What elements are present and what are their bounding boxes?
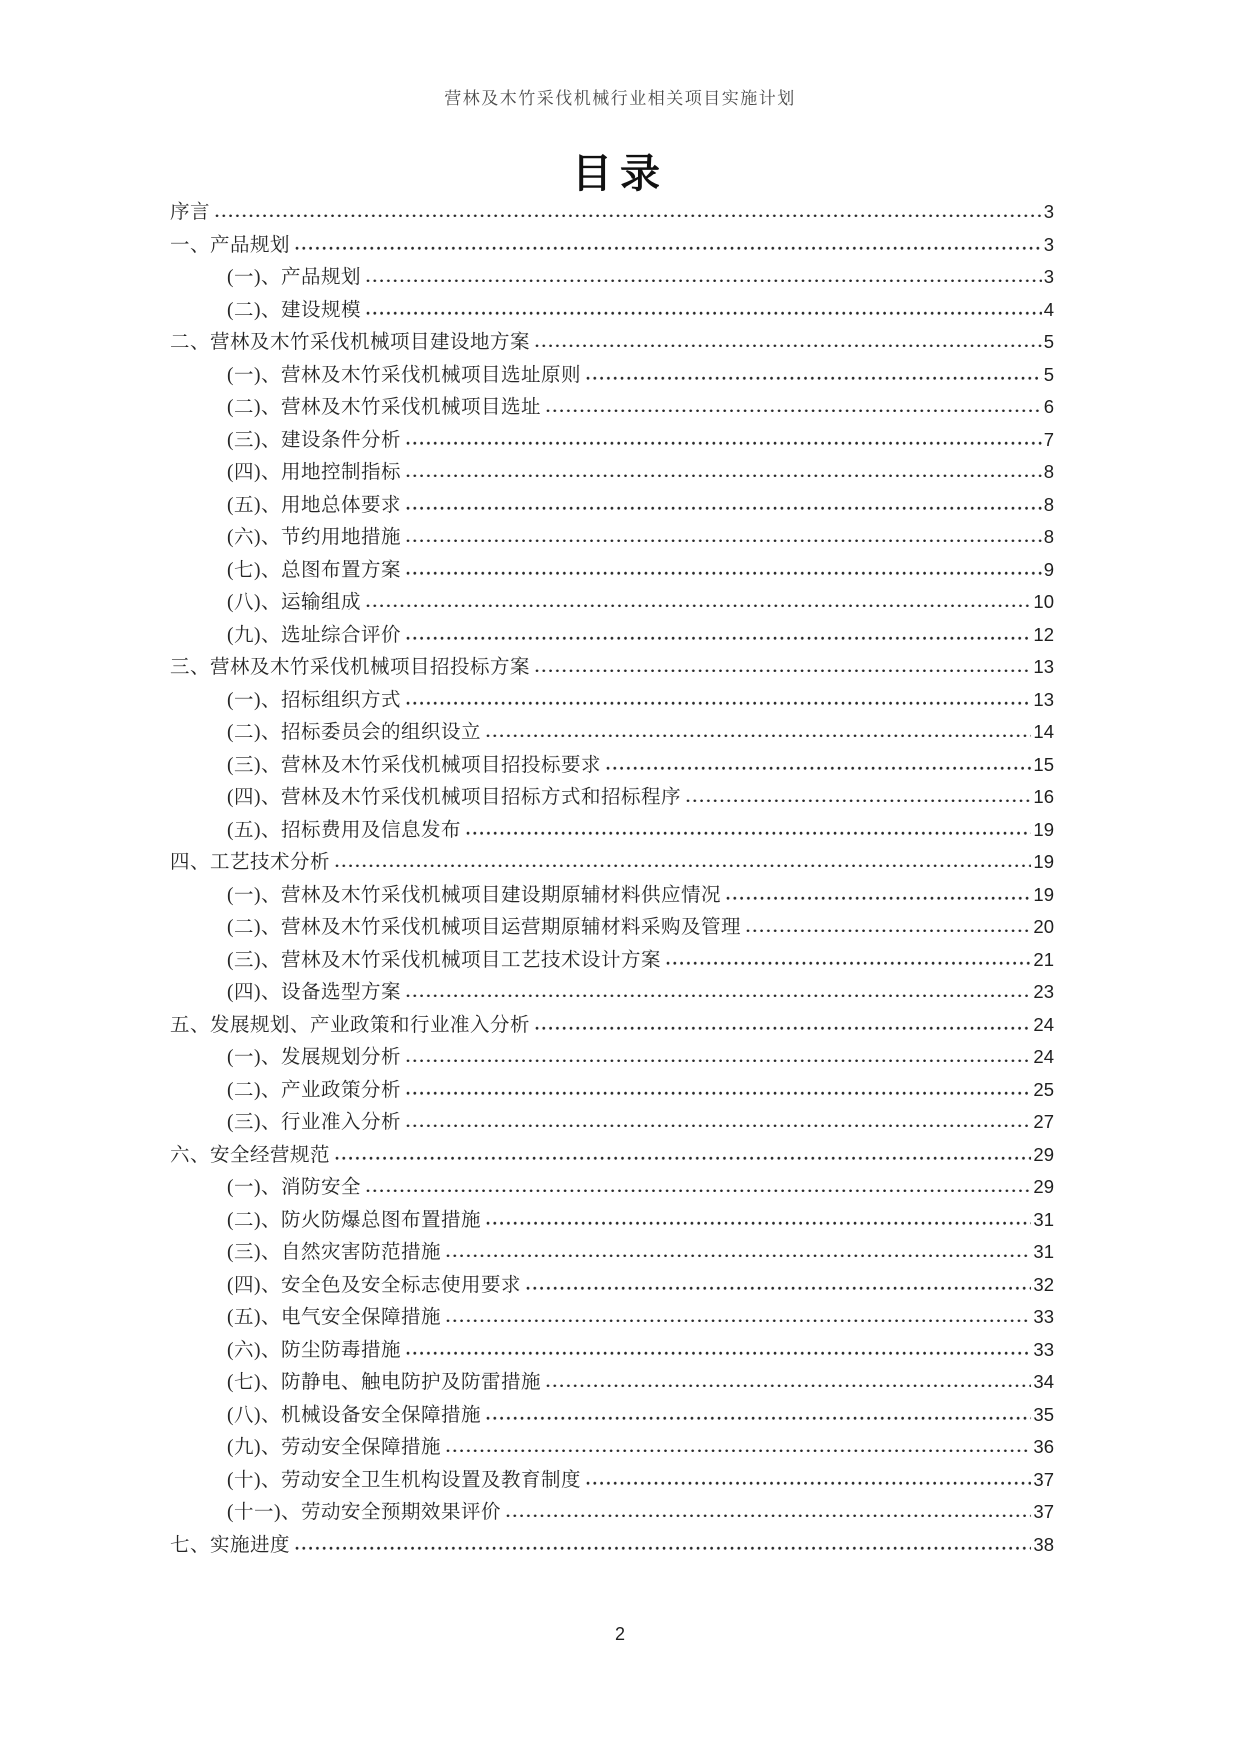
toc-entry[interactable]: [170, 879, 1054, 912]
toc-entry[interactable]: [170, 781, 1054, 814]
toc-entry-label: (四)、用地控制指标: [227, 462, 401, 483]
toc-entry-label: (八)、运输组成: [227, 592, 361, 613]
toc-leader-dots: [586, 376, 1042, 381]
toc-page-number: 37: [1033, 1468, 1054, 1490]
toc-entry[interactable]: [170, 1041, 1054, 1074]
toc-leader-dots: [446, 1318, 1031, 1323]
toc-leader-dots: [215, 213, 1042, 218]
toc-entry-label: (七)、防静电、触电防护及防雷措施: [227, 1372, 541, 1393]
toc-entry-label: 五、发展规划、产业政策和行业准入分析: [170, 1014, 531, 1036]
toc-entry-label: (四)、安全色及安全标志使用要求: [227, 1274, 521, 1296]
toc-entry-label: (二)、营林及木竹采伐机械项目运营期原辅材料采购及管理: [227, 917, 741, 938]
toc-entry[interactable]: [170, 1106, 1054, 1139]
toc-entry-label: (一)、营林及木竹采伐机械项目选址原则: [227, 364, 581, 386]
toc-entry-label: 二、营林及木竹采伐机械项目建设地方案: [170, 332, 531, 353]
toc-entry-label: (二)、营林及木竹采伐机械项目选址: [227, 397, 541, 418]
toc-title: 目录: [572, 151, 668, 196]
toc-page-number: 37: [1033, 1501, 1054, 1522]
toc-page-number: 7: [1043, 428, 1054, 450]
toc-entry[interactable]: [170, 1431, 1054, 1464]
toc-page-number: 6: [1043, 396, 1054, 417]
toc-leader-dots: [295, 246, 1042, 251]
toc-entry-label: 三、营林及木竹采伐机械项目招投标方案: [170, 657, 531, 678]
toc-page-number: 23: [1033, 981, 1054, 1002]
toc-entry-label: (七)、总图布置方案: [227, 559, 401, 581]
toc-leader-dots: [406, 1058, 1031, 1063]
toc-entry[interactable]: [170, 489, 1054, 522]
toc-entry[interactable]: [170, 391, 1054, 424]
toc-leader-dots: [746, 928, 1031, 933]
toc-leader-dots: [366, 603, 1031, 608]
toc-page-number: 3: [1043, 201, 1054, 222]
toc-leader-dots: [446, 1448, 1031, 1453]
toc-entry[interactable]: [170, 1496, 1054, 1529]
toc-entry[interactable]: [170, 359, 1054, 392]
toc-page-number: 13: [1033, 656, 1054, 677]
toc-entry[interactable]: [170, 1529, 1054, 1562]
toc-entry-label: (三)、建设条件分析: [227, 429, 401, 451]
toc-entry[interactable]: [170, 554, 1054, 587]
toc-entry-label: (一)、产品规划: [227, 267, 361, 288]
toc-leader-dots: [406, 1351, 1031, 1356]
toc-leader-dots: [546, 408, 1042, 413]
toc-entry[interactable]: [170, 619, 1054, 652]
toc-page-number: 19: [1033, 851, 1054, 872]
toc-leader-dots: [406, 993, 1031, 998]
toc-entry[interactable]: [170, 424, 1054, 457]
toc-entry-label: 七、实施进度: [170, 1534, 291, 1556]
toc-entry-label: (二)、防火防爆总图布置措施: [227, 1209, 481, 1231]
toc-leader-dots: [666, 961, 1031, 966]
toc-entry[interactable]: [170, 651, 1054, 684]
toc-leader-dots: [506, 1513, 1031, 1518]
toc-entry[interactable]: [170, 1171, 1054, 1204]
toc-entry-label: 四、工艺技术分析: [170, 852, 331, 873]
toc-leader-dots: [486, 733, 1031, 738]
toc-leader-dots: [686, 798, 1031, 803]
toc-entry[interactable]: [170, 976, 1054, 1009]
toc-entry-label: (五)、用地总体要求: [227, 494, 401, 516]
toc-leader-dots: [466, 831, 1031, 836]
toc-entry[interactable]: [170, 1399, 1054, 1432]
toc-entry-label: (三)、自然灾害防范措施: [227, 1242, 441, 1263]
toc-leader-dots: [486, 1416, 1031, 1421]
toc-entry-label: (九)、劳动安全保障措施: [227, 1437, 441, 1458]
toc-leader-dots: [446, 1253, 1031, 1258]
toc-entry[interactable]: [170, 1366, 1054, 1399]
toc-entry-label: (三)、营林及木竹采伐机械项目招投标要求: [227, 754, 601, 776]
toc-entry-label: (三)、行业准入分析: [227, 1112, 401, 1133]
toc-page-number: 5: [1043, 331, 1054, 352]
toc-entry-label: 序言: [170, 202, 211, 223]
toc-entry[interactable]: [170, 1204, 1054, 1237]
toc-leader-dots: [335, 1156, 1031, 1161]
toc-page-number: 4: [1043, 298, 1054, 320]
toc-page-number: 31: [1033, 1241, 1054, 1262]
toc-page-number: 20: [1033, 916, 1054, 937]
toc-leader-dots: [366, 311, 1042, 316]
toc-entry-label: (十一)、劳动安全预期效果评价: [227, 1502, 501, 1523]
toc-leader-dots: [486, 1221, 1031, 1226]
toc-entry-label: (十)、劳动安全卫生机构设置及教育制度: [227, 1469, 581, 1491]
toc-entry[interactable]: [170, 1464, 1054, 1497]
toc-leader-dots: [406, 701, 1031, 706]
toc-entry[interactable]: [170, 294, 1054, 327]
toc-entry[interactable]: [170, 586, 1054, 619]
toc-entry-label: (六)、节约用地措施: [227, 527, 401, 548]
toc-entry[interactable]: [170, 1139, 1054, 1172]
toc-entry[interactable]: [170, 1334, 1054, 1367]
toc-page-number: 5: [1043, 363, 1054, 385]
toc-leader-dots: [586, 1481, 1031, 1486]
toc-leader-dots: [295, 1546, 1031, 1551]
toc-entry-label: (一)、招标组织方式: [227, 689, 401, 711]
toc-leader-dots: [406, 636, 1031, 641]
toc-entry-label: (六)、防尘防毒措施: [227, 1339, 401, 1361]
toc-entry[interactable]: [170, 456, 1054, 489]
toc-page-number: 8: [1043, 493, 1054, 515]
toc-page-number: 14: [1033, 721, 1054, 742]
toc-entry[interactable]: [170, 749, 1054, 782]
toc-page-number: 29: [1033, 1176, 1054, 1197]
toc-entry-label: (四)、设备选型方案: [227, 982, 401, 1003]
toc-entry[interactable]: [170, 1074, 1054, 1107]
toc-leader-dots: [406, 538, 1042, 543]
toc-entry-label: (五)、电气安全保障措施: [227, 1307, 441, 1328]
toc-leader-dots: [526, 1286, 1031, 1291]
toc-leader-dots: [535, 343, 1042, 348]
toc-leader-dots: [535, 668, 1031, 673]
toc-entry[interactable]: [170, 261, 1054, 294]
toc-leader-dots: [406, 571, 1042, 576]
toc-page-number: 36: [1033, 1436, 1054, 1457]
toc-page-number: 27: [1033, 1111, 1054, 1132]
toc-leader-dots: [335, 863, 1031, 868]
toc-entry[interactable]: [170, 229, 1054, 262]
toc-entry-label: (一)、发展规划分析: [227, 1047, 401, 1068]
toc-entry[interactable]: [170, 684, 1054, 717]
toc-page-number: 19: [1033, 883, 1054, 905]
toc-page-number: 38: [1033, 1533, 1054, 1555]
toc-entry-label: (二)、产业政策分析: [227, 1079, 401, 1101]
toc-page-number: 3: [1043, 233, 1054, 255]
toc-page-number: 8: [1043, 526, 1054, 547]
toc-entry-label: (八)、机械设备安全保障措施: [227, 1404, 481, 1426]
toc-page-number: 25: [1033, 1078, 1054, 1100]
toc-leader-dots: [406, 506, 1042, 511]
toc-leader-dots: [406, 1123, 1031, 1128]
toc-page-number: 10: [1033, 591, 1054, 612]
toc-page-number: 29: [1033, 1143, 1054, 1165]
toc-entry[interactable]: [170, 716, 1054, 749]
toc-entry-label: (二)、招标委员会的组织设立: [227, 722, 481, 743]
toc-entry[interactable]: [170, 1009, 1054, 1042]
toc-entry[interactable]: [170, 196, 1054, 229]
toc-page-number: 8: [1043, 461, 1054, 482]
toc-entry-label: 六、安全经营规范: [170, 1144, 331, 1166]
toc-entry[interactable]: [170, 944, 1054, 977]
toc-page-number: 16: [1033, 786, 1054, 807]
toc-page-number: 15: [1033, 753, 1054, 775]
toc-entry[interactable]: [170, 1236, 1054, 1269]
toc-leader-dots: [366, 1188, 1031, 1193]
toc-entry-label: (五)、招标费用及信息发布: [227, 819, 461, 841]
document-header-title: 营林及木竹采伐机械行业相关项目实施计划: [444, 89, 796, 108]
toc-leader-dots: [406, 473, 1042, 478]
footer-page-number: 2: [614, 1624, 625, 1644]
toc-page-number: 33: [1033, 1306, 1054, 1327]
toc-entry-label: (二)、建设规模: [227, 299, 361, 321]
toc-page-number: 19: [1033, 818, 1054, 840]
toc-entry-label: 一、产品规划: [170, 234, 291, 256]
toc-leader-dots: [606, 766, 1031, 771]
toc-page-number: 31: [1033, 1208, 1054, 1230]
toc-page-number: 33: [1033, 1338, 1054, 1360]
toc-page-number: 12: [1033, 623, 1054, 645]
toc-page-number: 21: [1033, 948, 1054, 970]
toc-leader-dots: [406, 441, 1042, 446]
toc-entry[interactable]: [170, 911, 1054, 944]
toc-entry-label: (四)、营林及木竹采伐机械项目招标方式和招标程序: [227, 787, 681, 808]
toc-leader-dots: [535, 1026, 1031, 1031]
toc-entry-label: (一)、消防安全: [227, 1177, 361, 1198]
toc-leader-dots: [546, 1383, 1031, 1388]
toc-page-number: 35: [1033, 1403, 1054, 1425]
toc-entry[interactable]: [170, 326, 1054, 359]
toc-entry-label: (三)、营林及木竹采伐机械项目工艺技术设计方案: [227, 949, 661, 971]
toc-entry[interactable]: [170, 1301, 1054, 1334]
toc-page-number: 3: [1043, 266, 1054, 287]
toc-entry[interactable]: [170, 846, 1054, 879]
toc-entry[interactable]: [170, 814, 1054, 847]
toc-leader-dots: [726, 896, 1031, 901]
toc-entry-label: (九)、选址综合评价: [227, 624, 401, 646]
toc-entry[interactable]: [170, 1269, 1054, 1302]
toc-leader-dots: [406, 1091, 1031, 1096]
toc-page-number: 24: [1033, 1046, 1054, 1067]
toc-entry[interactable]: [170, 521, 1054, 554]
table-of-contents: [170, 196, 1054, 1561]
toc-page-number: 24: [1033, 1013, 1054, 1035]
toc-leader-dots: [366, 278, 1042, 283]
toc-page-number: 34: [1033, 1371, 1054, 1392]
toc-page-number: 32: [1033, 1273, 1054, 1295]
toc-entry-label: (一)、营林及木竹采伐机械项目建设期原辅材料供应情况: [227, 884, 721, 906]
toc-page-number: 13: [1033, 688, 1054, 710]
toc-page-number: 9: [1043, 558, 1054, 580]
